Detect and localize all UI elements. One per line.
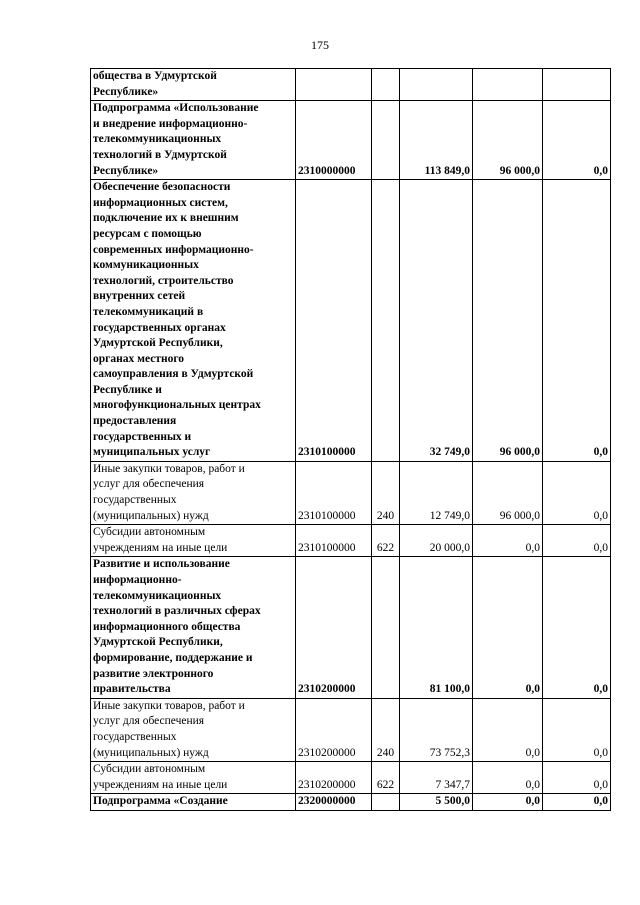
amount-year2-text: 0,0	[525, 778, 540, 791]
target-code-cell	[296, 461, 372, 524]
amount-year1-text: 32 749,0	[429, 446, 470, 459]
item-name-text: Обеспечение безопасности информационных систем, подключение их к внешним ресурсам с помощью современных информационно- коммуникационных технологий, строительство внутренних сетей телекоммуникаций в государственных органах Удмуртской Республики, органах местного самоуправления в Удмуртской Республике и многофункциональных центрах предоставления государственных и муниципальных услуг	[93, 181, 261, 459]
item-name-text: общества в Удмуртской Республике»	[93, 70, 217, 98]
amount-year1-cell	[400, 762, 473, 794]
amount-year2-cell	[473, 794, 543, 811]
expense-type-cell	[372, 794, 400, 811]
amount-year3-cell	[543, 698, 611, 761]
expense-type-cell	[372, 557, 400, 698]
target-code-text: 2310000000	[298, 164, 356, 177]
item-name-cell	[91, 698, 296, 761]
amount-year1-text: 5 500,0	[435, 795, 470, 808]
table-row	[91, 698, 611, 761]
table-row	[91, 794, 611, 811]
target-code-cell	[296, 101, 372, 180]
amount-year2-cell	[473, 762, 543, 794]
amount-year1-cell	[400, 461, 473, 524]
budget-table-body	[91, 69, 611, 811]
table-row	[91, 557, 611, 698]
expense-type-cell	[372, 525, 400, 557]
item-name-cell	[91, 180, 296, 462]
item-name-text: Субсидии автономным учреждениям на иные цели	[93, 763, 228, 791]
amount-year2-text: 96 000,0	[499, 509, 540, 522]
target-code-text: 2310100000	[298, 446, 356, 459]
amount-year3-cell	[543, 525, 611, 557]
amount-year2-cell	[473, 461, 543, 524]
amount-year1-cell	[400, 698, 473, 761]
amount-year2-text: 0,0	[525, 795, 540, 808]
table-row	[91, 762, 611, 794]
target-code-cell	[296, 557, 372, 698]
target-code-cell	[296, 794, 372, 811]
amount-year3-text: 0,0	[593, 778, 608, 791]
target-code-text: 2310200000	[298, 778, 356, 791]
item-name-cell	[91, 794, 296, 811]
expense-type-cell	[372, 69, 400, 101]
item-name-cell	[91, 69, 296, 101]
item-name-text: Иные закупки товаров, работ и услуг для обеспечения государственных (муниципальных) нужд	[93, 462, 245, 522]
amount-year3-cell	[543, 69, 611, 101]
amount-year1-text: 81 100,0	[429, 683, 470, 696]
budget-table	[90, 68, 611, 811]
amount-year3-text: 0,0	[593, 746, 608, 759]
amount-year3-cell	[543, 101, 611, 180]
amount-year2-text: 0,0	[525, 746, 540, 759]
expense-type-cell	[372, 698, 400, 761]
target-code-cell	[296, 762, 372, 794]
amount-year3-cell	[543, 461, 611, 524]
amount-year2-cell	[473, 69, 543, 101]
amount-year3-text: 0,0	[593, 683, 608, 696]
amount-year1-text: 7 347,7	[435, 778, 470, 791]
amount-year2-text: 0,0	[525, 683, 540, 696]
expense-type-cell	[372, 180, 400, 462]
item-name-text: Субсидии автономным учреждениям на иные цели	[93, 526, 228, 554]
amount-year2-cell	[473, 180, 543, 462]
table-row	[91, 525, 611, 557]
amount-year1-cell	[400, 525, 473, 557]
amount-year1-cell	[400, 180, 473, 462]
amount-year3-text: 0,0	[593, 446, 608, 459]
expense-type-text: 622	[376, 778, 395, 791]
amount-year3-text: 0,0	[593, 795, 608, 808]
target-code-text: 2310100000	[298, 509, 356, 522]
amount-year1-cell	[400, 69, 473, 101]
amount-year3-cell	[543, 557, 611, 698]
amount-year2-cell	[473, 101, 543, 180]
amount-year2-text: 0,0	[525, 541, 540, 554]
table-row	[91, 180, 611, 462]
item-name-cell	[91, 101, 296, 180]
expense-type-cell	[372, 461, 400, 524]
target-code-text: 2310200000	[298, 746, 356, 759]
target-code-text: 2320000000	[298, 795, 356, 808]
expense-type-cell	[372, 101, 400, 180]
amount-year2-cell	[473, 698, 543, 761]
target-code-cell	[296, 69, 372, 101]
expense-type-cell	[372, 762, 400, 794]
amount-year1-cell	[400, 794, 473, 811]
item-name-text: Иные закупки товаров, работ и услуг для обеспечения государственных (муниципальных) нужд	[93, 699, 245, 759]
table-row	[91, 69, 611, 101]
item-name-cell	[91, 762, 296, 794]
amount-year2-text: 96 000,0	[499, 164, 540, 177]
amount-year2-cell	[473, 525, 543, 557]
amount-year3-text: 0,0	[593, 164, 608, 177]
amount-year1-text: 20 000,0	[429, 541, 470, 554]
target-code-cell	[296, 525, 372, 557]
amount-year3-cell	[543, 180, 611, 462]
amount-year3-text: 0,0	[593, 509, 608, 522]
expense-type-text: 622	[376, 541, 395, 554]
table-row	[91, 461, 611, 524]
amount-year1-text: 113 849,0	[424, 164, 470, 177]
amount-year2-cell	[473, 557, 543, 698]
amount-year3-cell	[543, 794, 611, 811]
target-code-text: 2310100000	[298, 541, 356, 554]
item-name-text: Развитие и использование информационно- телекоммуникационных технологий в различных сферах информационного общества Удмуртской Республики, формирование, поддержание и развитие электронного правительства	[93, 558, 261, 696]
target-code-cell	[296, 180, 372, 462]
item-name-cell	[91, 461, 296, 524]
amount-year3-text: 0,0	[593, 541, 608, 554]
item-name-text: Подпрограмма «Использование и внедрение информационно- телекоммуникационных технологий в Удмуртской Республике»	[93, 102, 259, 177]
item-name-cell	[91, 557, 296, 698]
table-row	[91, 101, 611, 180]
item-name-cell	[91, 525, 296, 557]
amount-year3-cell	[543, 762, 611, 794]
amount-year1-text: 73 752,3	[429, 746, 470, 759]
amount-year1-text: 12 749,0	[429, 509, 470, 522]
amount-year1-cell	[400, 557, 473, 698]
expense-type-text: 240	[376, 746, 395, 759]
target-code-text: 2310200000	[298, 683, 356, 696]
item-name-text: Подпрограмма «Создание	[93, 795, 228, 808]
target-code-cell	[296, 698, 372, 761]
amount-year1-cell	[400, 101, 473, 180]
page-number: 175	[311, 38, 329, 52]
amount-year2-text: 96 000,0	[499, 446, 540, 459]
expense-type-text: 240	[376, 509, 395, 522]
